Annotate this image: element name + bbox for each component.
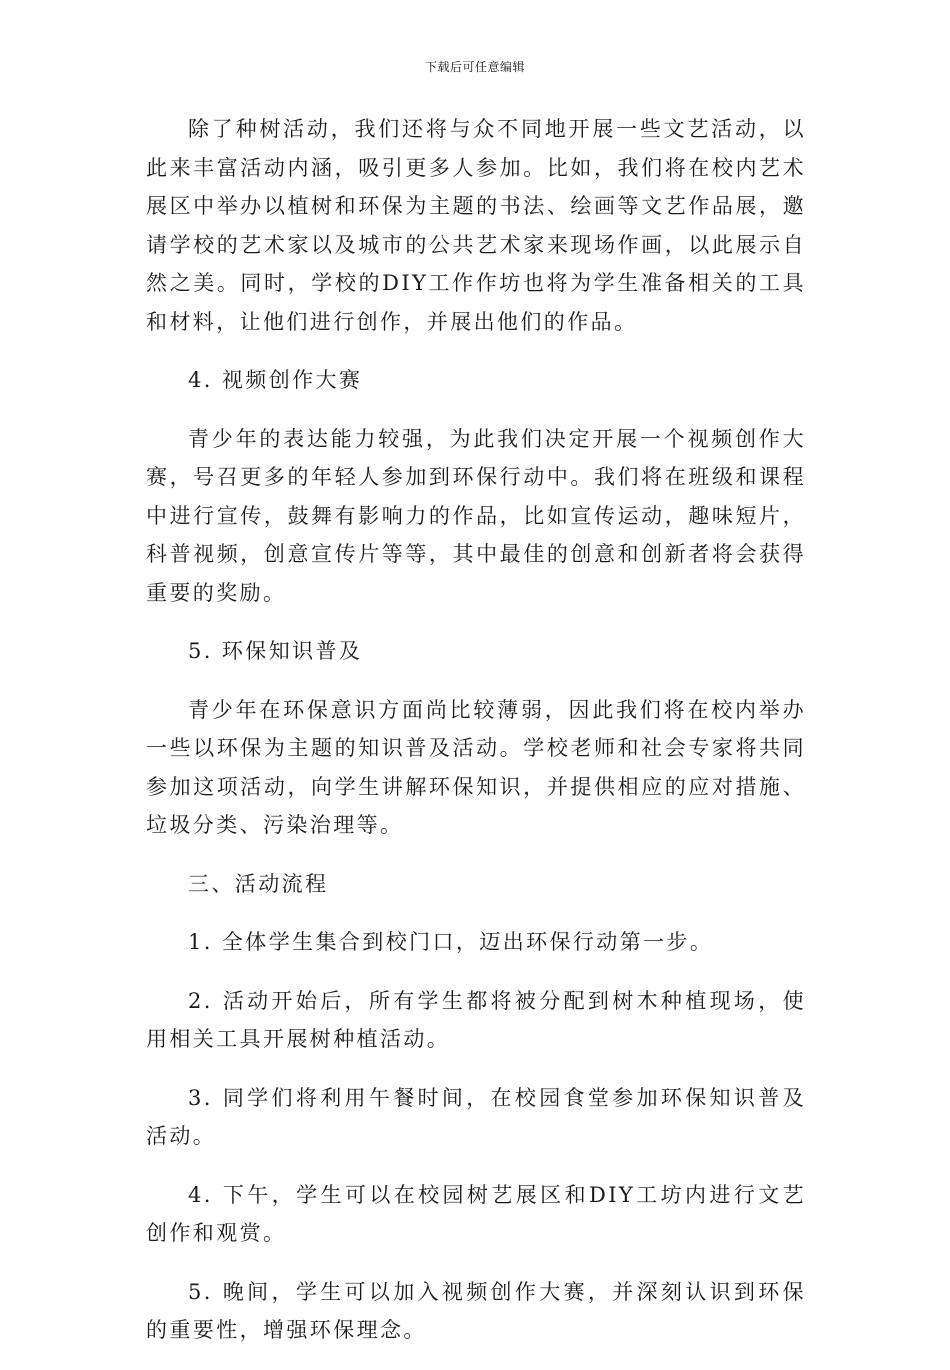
paragraph-video-contest: 青少年的表达能力较强，为此我们决定开展一个视频创作大赛，号召更多的年轻人参加到环保行动中。我们将在班级和课程中进行宣传，鼓舞有影响力的作品，比如宣传运动，趣味短片，科普视频，创意宣传片等等，其中最佳的创意和创新者将会获得重要的奖励。 bbox=[146, 426, 806, 605]
flow-step-3: 3. 同学们将利用午餐时间，在校园食堂参加环保知识普及活动。 bbox=[146, 1085, 806, 1148]
flow-step-2: 2. 活动开始后，所有学生都将被分配到树木种植现场，使用相关工具开展树种植活动。 bbox=[146, 988, 806, 1051]
flow-step-1: 1. 全体学生集合到校门口，迈出环保行动第一步。 bbox=[188, 930, 714, 954]
document-body bbox=[146, 110, 806, 1370]
flow-step-5: 5. 晚间，学生可以加入视频创作大赛，并深刻认识到环保的重要性，增强环保理念。 bbox=[146, 1279, 806, 1342]
section-heading-video-contest: 4. 视频创作大赛 bbox=[188, 368, 363, 392]
header-note: 下载后可任意编辑 bbox=[424, 60, 525, 74]
flow-step-4: 4. 下午，学生可以在校园树艺展区和DIY工坊内进行文艺创作和观赏。 bbox=[146, 1182, 806, 1245]
paragraph-art-activities: 除了种树活动，我们还将与众不同地开展一些文艺活动，以此来丰富活动内涵，吸引更多人参加。比如，我们将在校内艺术展区中举办以植树和环保为主题的书法、绘画等文艺作品展，邀请学校的艺术家以及城市的公共艺术家来现场作画，以此展示自然之美。同时，学校的DIY工作作坊也将为学生准备相关的工具和材料，让他们进行创作，并展出他们的作品。 bbox=[146, 117, 806, 334]
section-heading-activity-flow: 三、活动流程 bbox=[188, 871, 329, 896]
paragraph-eco-knowledge: 青少年在环保意识方面尚比较薄弱，因此我们将在校内举办一些以环保为主题的知识普及活动。学校老师和社会专家将共同参加这项活动，向学生讲解环保知识，并提供相应的应对措施、垃圾分类、污染治理等。 bbox=[146, 697, 806, 837]
section-heading-eco-knowledge: 5. 环保知识普及 bbox=[188, 639, 363, 663]
